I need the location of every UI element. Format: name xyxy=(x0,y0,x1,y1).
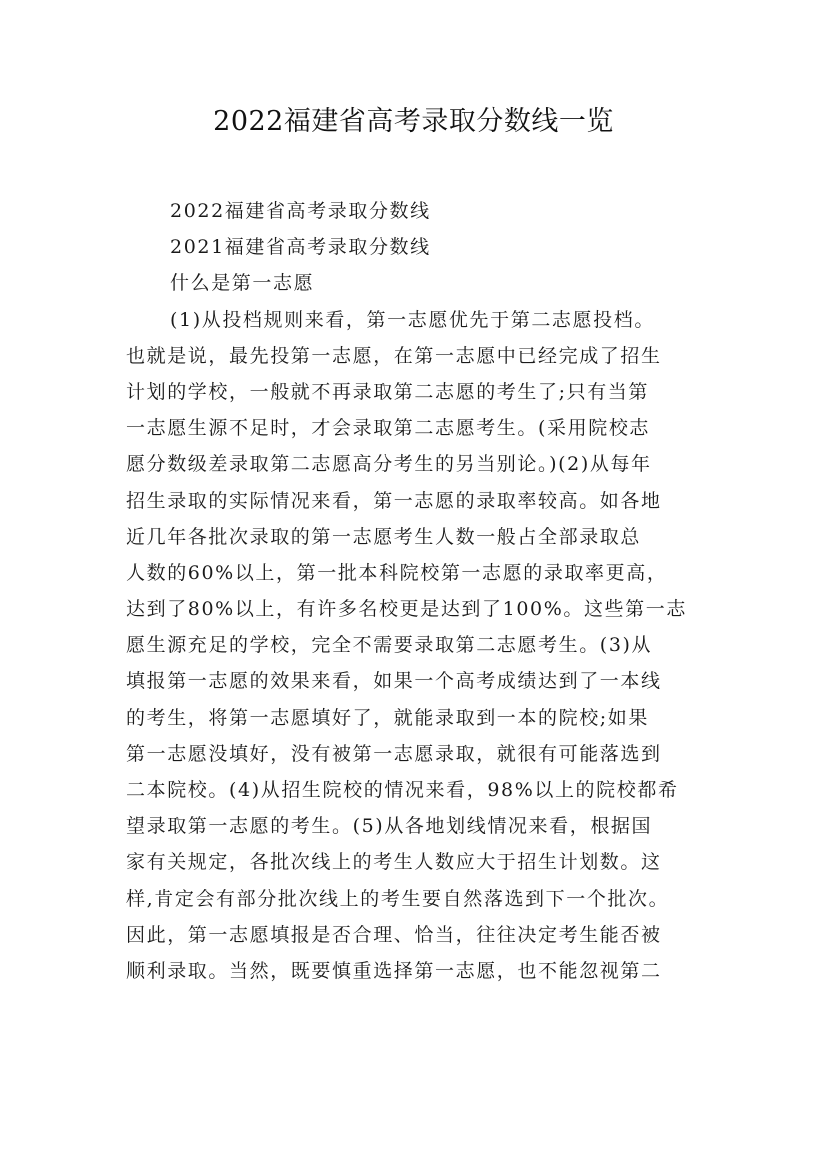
body-line: 二本院校。(4)从招生院校的情况来看，98%以上的院校都希 xyxy=(126,779,679,801)
body-line: 第一志愿没填好，没有被第一志愿录取，就很有可能落选到 xyxy=(126,742,662,765)
body-line: 计划的学校，一般就不再录取第二志愿的考生了;只有当第 xyxy=(126,380,650,403)
body-line: 的考生，将第一志愿填好了，就能录取到一本的院校;如果 xyxy=(126,706,650,729)
body-line: 填报第一志愿的效果来看，如果一个高考成绩达到了一本线 xyxy=(126,670,662,693)
body-line: 望录取第一志愿的考生。(5)从各地划线情况来看，根据国 xyxy=(126,815,653,838)
paragraph-line: 2022福建省高考录取分数线 xyxy=(170,200,431,222)
body-line: 也就是说，最先投第一志愿，在第一志愿中已经完成了招生 xyxy=(126,344,662,367)
document-title: 2022福建省高考录取分数线一览 xyxy=(213,106,614,137)
body-line: 样,肯定会有部分批次线上的考生要自然落选到下一个批次。 xyxy=(126,887,670,910)
body-line: 达到了80%以上，有许多名校更是达到了100%。这些第一志 xyxy=(126,598,687,621)
body-line: 因此，第一志愿填报是否合理、恰当，往往决定考生能否被 xyxy=(126,923,662,946)
body-line: 顺利录取。当然，既要慎重选择第一志愿，也不能忽视第二 xyxy=(126,959,662,982)
body-line: 近几年各批次录取的第一志愿考生人数一般占全部录取总 xyxy=(126,525,642,548)
body-line: 一志愿生源不足时，才会录取第二志愿考生。(采用院校志 xyxy=(126,417,651,440)
paragraph-line: 什么是第一志愿 xyxy=(170,272,315,295)
paragraph-line: 2021福建省高考录取分数线 xyxy=(170,236,431,259)
body-line: (1)从投档规则来看，第一志愿优先于第二志愿投档。 xyxy=(170,308,655,331)
body-line: 家有关规定，各批次线上的考生人数应大于招生计划数。这 xyxy=(126,851,662,874)
body-line: 招生录取的实际情况来看，第一志愿的录取率较高。如各地 xyxy=(126,489,662,512)
body-line: 人数的60%以上，第一批本科院校第一志愿的录取率更高， xyxy=(126,561,668,584)
body-line: 愿生源充足的学校，完全不需要录取第二志愿考生。(3)从 xyxy=(126,634,653,657)
body-line: 愿分数级差录取第二志愿高分考生的另当别论。)(2)从每年 xyxy=(126,453,652,476)
document-body xyxy=(126,193,700,989)
